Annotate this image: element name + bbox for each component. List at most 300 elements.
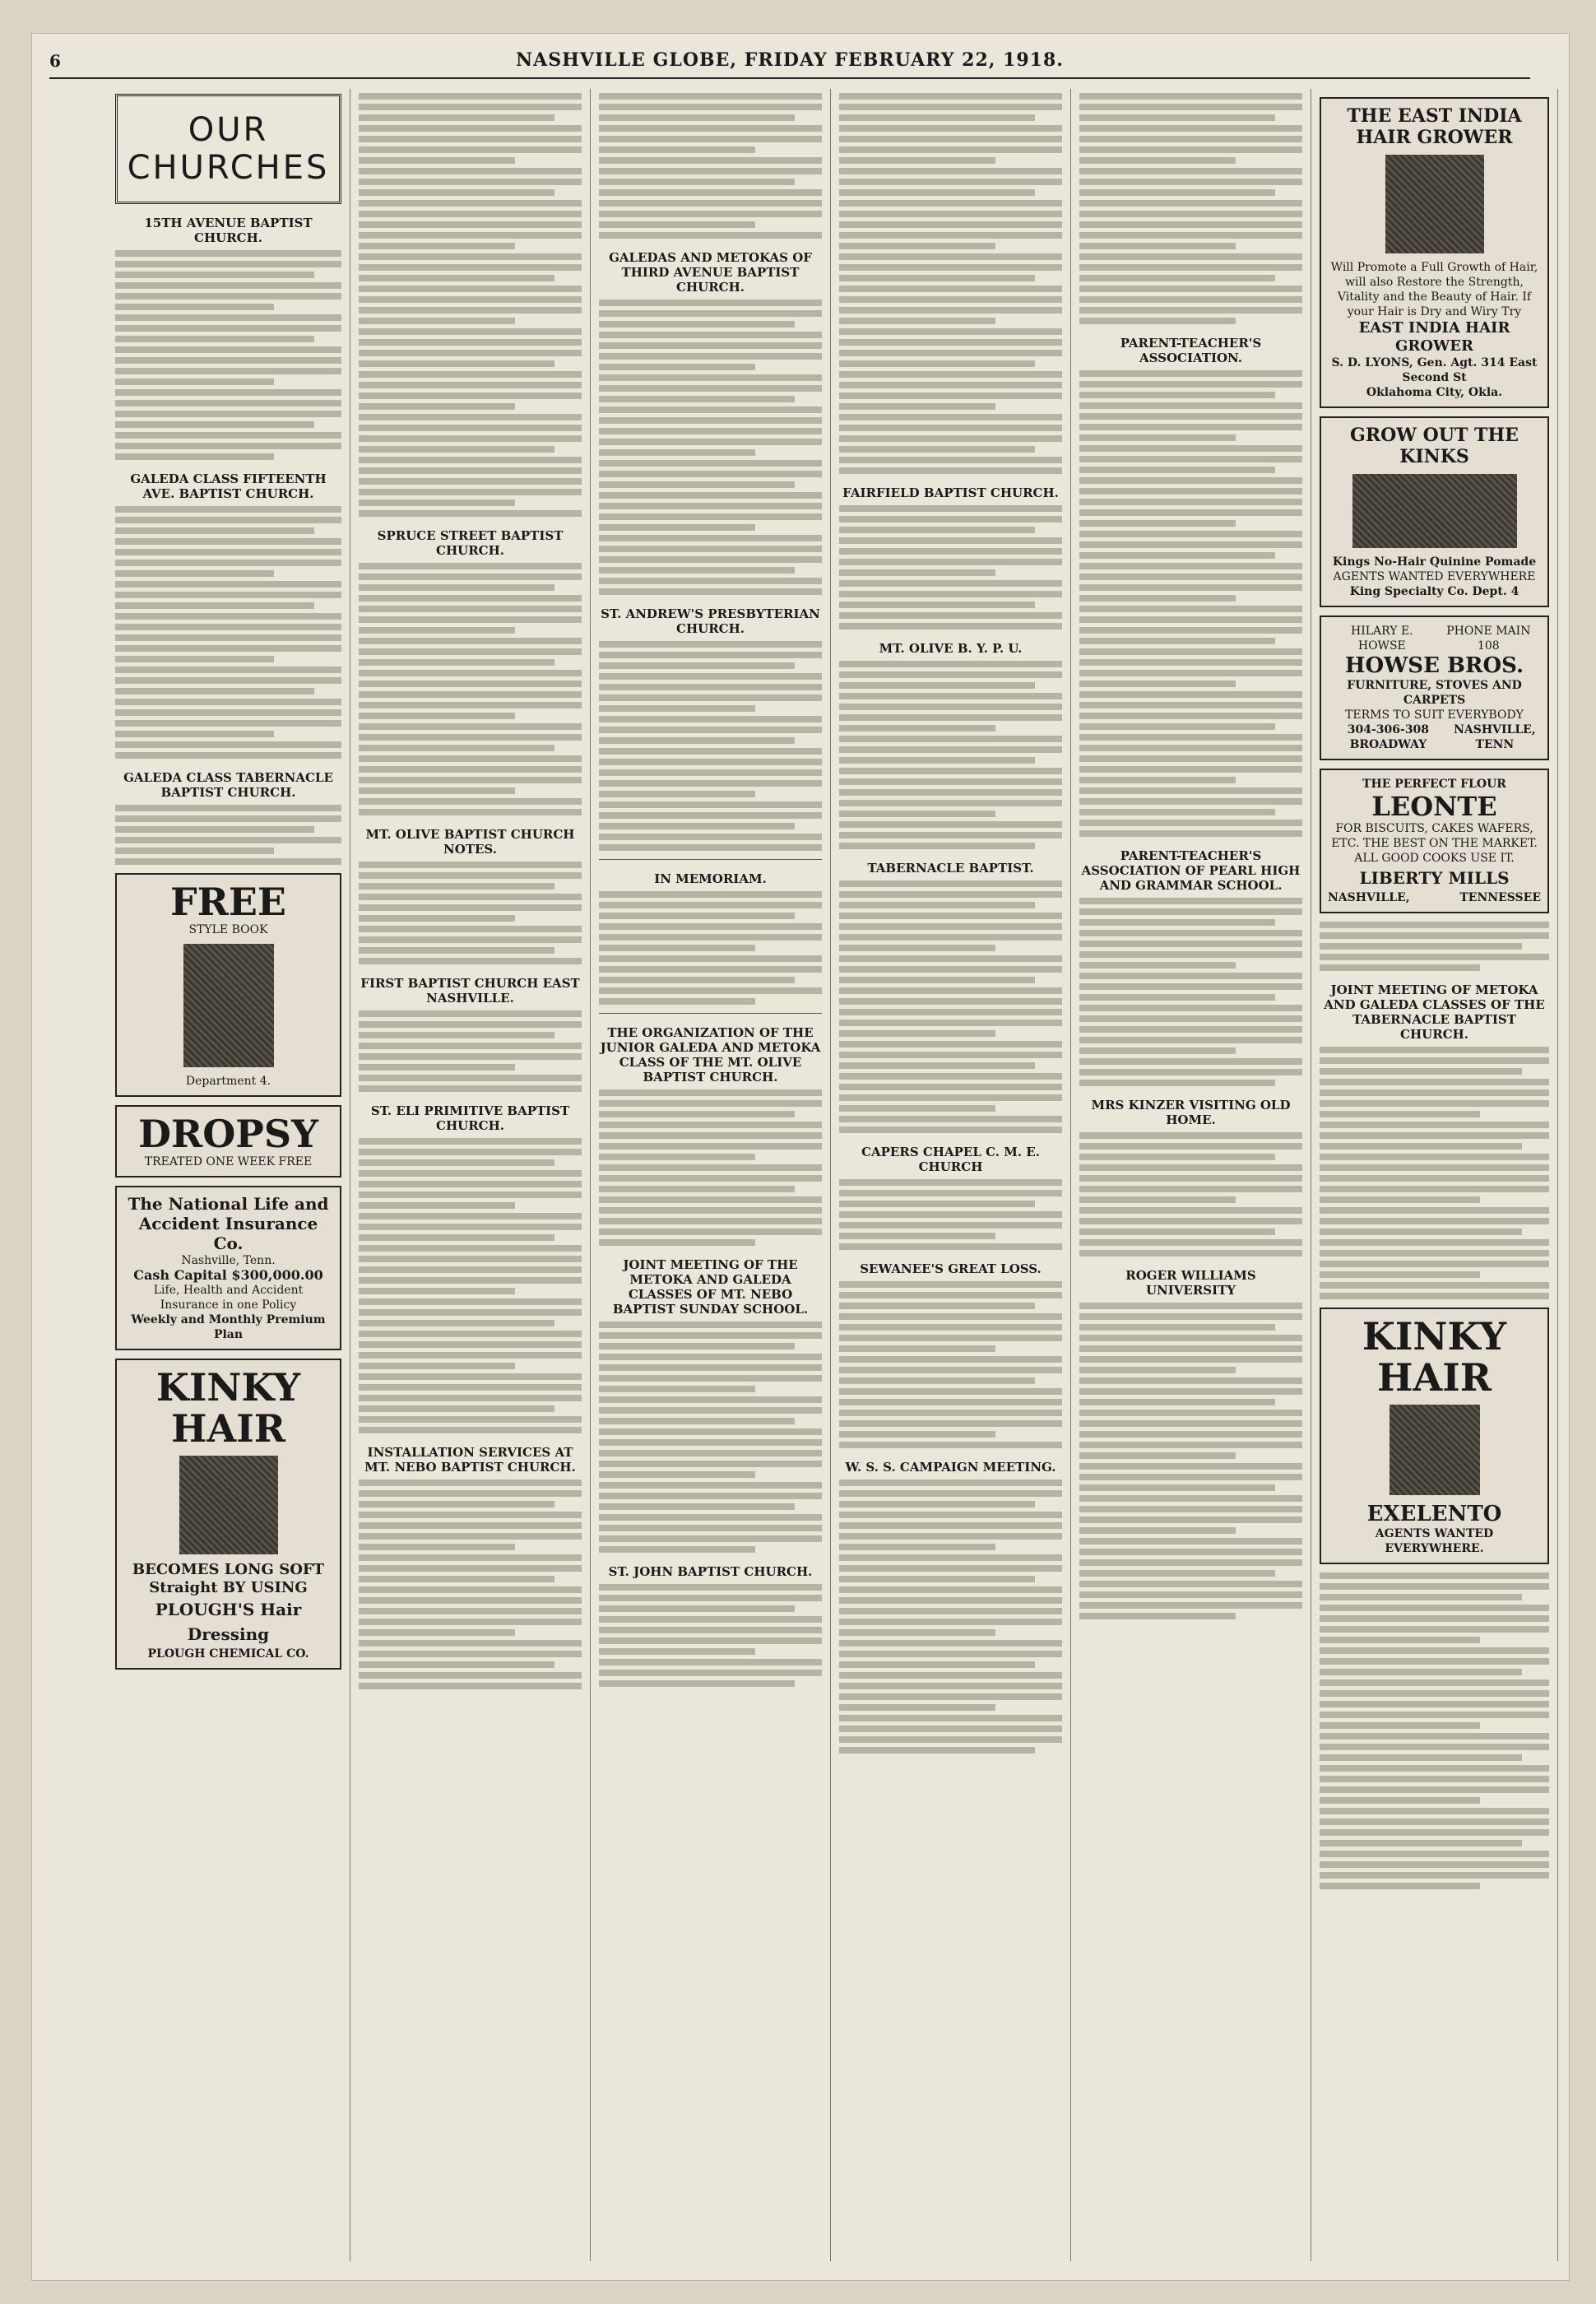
text-line: [839, 1747, 1035, 1754]
text-line: [1079, 243, 1236, 249]
text-line: [359, 1266, 582, 1273]
text-line: [1079, 1164, 1302, 1171]
text-line: [839, 1233, 995, 1239]
text-line: [359, 393, 582, 399]
text-line: [1320, 1679, 1549, 1686]
text-line: [599, 556, 822, 563]
text-line: [1079, 983, 1302, 990]
text-line: [1320, 1079, 1549, 1085]
text-line: [1320, 1765, 1549, 1772]
text-line: [1079, 189, 1275, 196]
text-line: [359, 745, 554, 751]
text-line: [599, 342, 822, 349]
text-line: [359, 809, 582, 815]
text-line: [839, 1105, 995, 1112]
text-line: [839, 136, 1062, 142]
our-churches-banner: OUR CHURCHES: [115, 94, 341, 204]
text-line: [359, 563, 582, 569]
text-line: [599, 652, 822, 658]
text-line: [115, 805, 341, 811]
text-line: [1079, 962, 1236, 969]
text-line: [839, 757, 1035, 764]
text-line: [1320, 1047, 1549, 1053]
text-line: [1320, 1840, 1522, 1846]
text-line: [1320, 1164, 1549, 1171]
ad-nat-title: The National Life and Accident Insurance Co.: [128, 1194, 329, 1253]
text-line: [359, 1512, 582, 1518]
ad-dropsy-line: TREATED ONE WEEK FREE: [144, 1155, 313, 1168]
text-line: [599, 1514, 822, 1521]
text-line: [599, 1196, 822, 1203]
text-line: [359, 1021, 582, 1028]
text-line: [115, 592, 341, 598]
text-line: [115, 837, 341, 843]
ad-kinky-brand: PLOUGH'S Hair Dressing: [155, 1600, 302, 1644]
text-line: [839, 1335, 1062, 1341]
text-line: [839, 467, 1062, 474]
text-line: [599, 1605, 795, 1612]
text-line: [359, 883, 554, 890]
text-line: [1320, 1712, 1549, 1718]
text-line: [359, 616, 582, 623]
text-line: [1079, 424, 1302, 430]
text-line: [599, 1616, 822, 1623]
ad-howse-top: HILARY E. HOWSE: [1351, 625, 1413, 653]
text-line: [839, 505, 1062, 512]
text-line: [1320, 1207, 1549, 1214]
text-line: [359, 584, 554, 591]
text-line: [599, 513, 822, 520]
text-line: [839, 1661, 1035, 1668]
text-line: [1079, 499, 1302, 505]
text-line: [1079, 820, 1302, 826]
text-line: [599, 913, 795, 919]
heading-mt-olive-notes: MT. OLIVE BAPTIST CHURCH NOTES.: [365, 827, 575, 857]
page-number: 6: [49, 51, 62, 71]
text-line: [359, 1256, 582, 1262]
text-line: [839, 125, 1062, 132]
text-line: [359, 670, 582, 676]
text-line: [599, 396, 795, 402]
text-line: [359, 1373, 582, 1380]
text-line: [1079, 531, 1302, 537]
text-line: [599, 221, 755, 228]
text-line: [359, 1522, 582, 1529]
text-line: [1079, 1250, 1302, 1257]
heading-fairfield: FAIRFIELD BAPTIST CHURCH.: [842, 485, 1059, 500]
text-line: [359, 350, 582, 356]
text-line: [839, 1479, 1062, 1486]
text-line: [1079, 1005, 1302, 1011]
ad-nat-capital: Cash Capital $300,000.00: [133, 1267, 323, 1283]
text-line: [1079, 1229, 1275, 1235]
text-line: [1079, 221, 1302, 228]
ad-howse-phone: PHONE MAIN 108: [1446, 625, 1531, 653]
text-line: [839, 1356, 1062, 1363]
text-line: [1079, 659, 1302, 666]
ad-free-title: FREE: [169, 880, 286, 924]
text-line: [599, 374, 822, 381]
text-line: [839, 1533, 1062, 1540]
text-line: [1079, 264, 1302, 271]
text-line: [1320, 1615, 1549, 1622]
text-line: [1079, 1431, 1302, 1438]
ad-kinky-title: KINKY HAIR: [155, 1365, 301, 1451]
text-line: [599, 1364, 822, 1371]
text-line: [599, 769, 822, 776]
text-line: [839, 1683, 1062, 1689]
text-line: [839, 704, 1062, 710]
text-line: [359, 1629, 515, 1636]
text-line: [1079, 574, 1302, 580]
text-line: [359, 723, 582, 730]
text-line: [359, 1277, 582, 1284]
text-line: [1320, 1819, 1549, 1825]
ad-dropsy: [115, 1105, 341, 1178]
text-line: [839, 264, 1062, 271]
text-line: [1079, 930, 1302, 936]
text-line: [599, 1239, 755, 1246]
text-line: [839, 800, 1062, 806]
text-line: [1079, 994, 1275, 1001]
text-line: [839, 811, 995, 817]
text-line: [599, 1461, 822, 1467]
text-line: [1320, 1744, 1549, 1750]
text-line: [115, 517, 341, 523]
text-line: [359, 1661, 554, 1668]
text-line: [839, 623, 1062, 629]
text-line: [115, 432, 341, 439]
text-line: [359, 1202, 515, 1209]
text-line: [359, 659, 554, 666]
text-line: [839, 1522, 1062, 1529]
text-line: [1079, 509, 1302, 516]
text-line: [599, 1418, 795, 1424]
text-line: [359, 595, 582, 602]
text-line: [1079, 616, 1302, 623]
text-line: [599, 588, 822, 595]
text-line: [839, 1736, 1062, 1743]
text-line: [1320, 1239, 1549, 1246]
text-line: [1320, 1250, 1549, 1257]
text-line: [1079, 1058, 1302, 1065]
text-line: [359, 478, 582, 485]
text-line: [1320, 1057, 1549, 1064]
text-line: [1320, 1605, 1549, 1611]
text-line: [1079, 777, 1236, 783]
text-line: [599, 801, 822, 808]
text-line: [359, 904, 582, 911]
text-line: [1079, 606, 1302, 612]
text-line: [359, 125, 582, 132]
text-line: [359, 168, 582, 174]
text-line: [115, 815, 341, 822]
ad-kinks-title: GROW OUT THE KINKS: [1350, 425, 1519, 467]
text-line: [599, 136, 822, 142]
text-line: [359, 1395, 582, 1401]
text-line: [599, 114, 795, 121]
text-line: [115, 325, 341, 332]
text-line: [359, 499, 515, 506]
text-line: [599, 1503, 795, 1510]
text-line: [115, 848, 274, 854]
text-line: [599, 1229, 822, 1235]
ad-leonte-line: FOR BISCUITS, CAKES WAFERS, ETC. THE BEST ON THE MARKET. ALL GOOD COOKS USE IT.: [1331, 822, 1538, 865]
ad-leonte-title: LEONTE: [1371, 791, 1497, 822]
text-line: [839, 1565, 1062, 1572]
text-line: [599, 791, 755, 797]
text-line: [115, 389, 341, 396]
ad-kinky-exelento-title: KINKY HAIR: [1362, 1314, 1507, 1400]
heading-joint-metoka-galeda-tabernacle: JOINT MEETING OF METOKA AND GALEDA CLASSES OF THE TABERNACLE BAPTIST CHURCH.: [1324, 982, 1545, 1042]
text-line: [599, 812, 822, 819]
text-line: [359, 275, 554, 281]
text-line: [359, 787, 515, 794]
text-line: [1320, 1851, 1549, 1857]
text-line: [839, 591, 1062, 597]
heading-spruce-street: SPRUCE STREET BAPTIST CHURCH.: [377, 528, 564, 558]
text-line: [359, 1501, 554, 1507]
text-line: [839, 661, 1062, 667]
text-line: [359, 104, 582, 110]
text-line: [359, 1384, 582, 1391]
text-line: [1320, 1883, 1480, 1889]
text-line: [115, 336, 314, 342]
column-1: [107, 89, 350, 2261]
text-line: [1079, 1015, 1302, 1022]
text-line: [599, 1439, 822, 1446]
text-line: [1079, 973, 1302, 979]
text-line: [599, 1659, 822, 1665]
text-line: [839, 457, 1062, 463]
text-line: [839, 1201, 1035, 1207]
text-line: [115, 688, 314, 694]
text-line: [1320, 1143, 1522, 1150]
text-line: [599, 1670, 822, 1676]
text-line: [115, 368, 341, 374]
text-line: [1079, 1388, 1302, 1395]
text-line: [839, 1367, 1062, 1373]
text-line: [359, 382, 582, 388]
text-line: [359, 1640, 582, 1647]
ad-east-india-hair-grower: [1320, 97, 1549, 408]
text-line: [359, 1224, 582, 1230]
text-line: [359, 1010, 582, 1017]
text-line: [115, 720, 341, 727]
text-line: [599, 93, 822, 100]
text-line: [839, 955, 1062, 962]
ad-national-life: [115, 1186, 341, 1350]
text-line: [839, 966, 1062, 973]
text-line: [115, 667, 341, 673]
text-line: [839, 1586, 1062, 1593]
text-line: [359, 1288, 515, 1294]
text-line: [359, 93, 582, 100]
text-line: [1079, 402, 1302, 409]
text-line: [115, 293, 341, 300]
text-line: [599, 1595, 822, 1601]
text-line: [599, 449, 755, 456]
text-line: [1079, 146, 1302, 153]
text-line: [1079, 691, 1302, 698]
text-line: [359, 414, 582, 420]
ad-free-line: STYLE BOOK: [188, 923, 268, 936]
text-line: [839, 778, 1062, 785]
text-line: [115, 379, 274, 385]
text-line: [839, 1377, 1035, 1384]
text-line: [839, 902, 1035, 908]
text-line: [599, 168, 822, 174]
text-line: [839, 768, 1062, 774]
text-line: [839, 1126, 1062, 1133]
text-line: [599, 727, 822, 733]
heading-capers-chapel: CAPERS CHAPEL C. M. E. CHURCH: [861, 1145, 1040, 1174]
text-line: [1079, 1186, 1302, 1192]
text-line: [1079, 830, 1302, 837]
text-line: [1079, 200, 1302, 207]
text-line: [359, 339, 582, 346]
text-line: [839, 221, 1062, 228]
text-line: [1320, 1583, 1549, 1590]
text-line: [359, 894, 582, 900]
text-line: [1079, 1345, 1302, 1352]
text-line: [1079, 1037, 1302, 1043]
text-line: [115, 527, 314, 534]
text-line: [1079, 734, 1302, 741]
text-line: [1079, 627, 1302, 634]
text-line: [359, 681, 582, 687]
text-line: [839, 843, 1035, 849]
text-line: [359, 1479, 582, 1486]
text-line: [359, 713, 515, 719]
text-line: [359, 915, 515, 922]
text-line: [1320, 1690, 1549, 1697]
text-line: [359, 221, 582, 228]
text-line: [599, 1111, 795, 1117]
ad-free-dept: Department 4.: [185, 1075, 271, 1088]
text-line: [359, 286, 582, 292]
text-line: [839, 1030, 995, 1037]
text-line: [1320, 1647, 1549, 1654]
text-line: [839, 1442, 1062, 1448]
text-line: [359, 446, 554, 453]
ad-free-style-book: [115, 873, 341, 1097]
text-line: [115, 506, 341, 513]
text-line: [1320, 1829, 1549, 1836]
text-line: [599, 428, 822, 434]
text-line: [1079, 1602, 1302, 1609]
text-line: [115, 858, 341, 865]
text-line: [1079, 702, 1302, 708]
text-line: [839, 403, 995, 410]
text-line: [359, 296, 582, 303]
text-line: [839, 1554, 1062, 1561]
text-line: [359, 862, 582, 868]
ad-howse-title: HOWSE BROS.: [1344, 653, 1524, 678]
text-line: [839, 923, 1062, 930]
text-line: [839, 296, 1062, 303]
text-line: [839, 1094, 1062, 1101]
text-line: [359, 1416, 582, 1423]
text-line: [1320, 943, 1522, 950]
text-line: [599, 364, 755, 370]
text-line: [115, 634, 341, 641]
text-line: [359, 1320, 554, 1326]
text-line: [1079, 1143, 1302, 1150]
text-line: [1079, 232, 1302, 239]
text-line: [115, 421, 314, 428]
heading-parent-teachers-pearl: PARENT-TEACHER'S ASSOCIATION OF PEARL HIGH AND GRAMMAR SCHOOL.: [1081, 848, 1301, 893]
text-line: [1079, 755, 1302, 762]
text-line: [359, 425, 582, 431]
text-line: [359, 1683, 582, 1689]
text-line: [359, 1586, 582, 1593]
text-line: [1079, 919, 1275, 926]
text-line: [359, 510, 582, 517]
text-line: [599, 662, 795, 669]
text-line: [359, 1064, 515, 1071]
text-line: [1079, 1080, 1275, 1086]
text-line: [1320, 1132, 1549, 1139]
text-line: [1079, 392, 1275, 398]
heading-sewanee: SEWANEE'S GREAT LOSS.: [860, 1261, 1042, 1276]
text-line: [839, 393, 1062, 399]
text-line: [839, 1431, 995, 1438]
text-line: [1079, 1495, 1302, 1502]
text-line: [115, 250, 341, 257]
text-line: [1079, 1303, 1302, 1309]
ad-exelento-agents: AGENTS WANTED EVERYWHERE.: [1375, 1527, 1494, 1555]
text-line: [359, 1363, 515, 1369]
text-line: [599, 310, 822, 317]
text-line: [599, 535, 822, 541]
text-line: [839, 425, 1062, 431]
text-line: [359, 1191, 582, 1198]
text-line: [359, 1405, 554, 1412]
text-line: [839, 1704, 995, 1711]
text-line: [839, 435, 1062, 442]
text-line: [1079, 1367, 1236, 1373]
text-line: [1079, 1069, 1302, 1075]
text-line: [359, 766, 582, 773]
ad-kinks-agents: AGENTS WANTED EVERYWHERE: [1333, 570, 1536, 583]
text-line: [599, 1627, 822, 1633]
text-line: [1079, 413, 1302, 420]
text-line: [599, 1100, 822, 1107]
heading-wss-campaign: W. S. S. CAMPAIGN MEETING.: [845, 1460, 1056, 1475]
text-line: [1079, 1484, 1275, 1491]
text-line: [1079, 1591, 1302, 1598]
ad-kinks-line: Kings No-Hair Quinine Pomade: [1332, 555, 1537, 569]
text-line: [115, 261, 341, 267]
text-line: [115, 656, 274, 662]
text-line: [359, 189, 554, 196]
heading-galeda-fifteenth: GALEDA CLASS FIFTEENTH AVE. BAPTIST CHURCH.: [130, 471, 327, 501]
text-line: [359, 606, 582, 612]
text-line: [839, 1281, 1062, 1288]
text-line: [839, 516, 1062, 523]
text-line: [599, 179, 795, 185]
text-line: [1079, 648, 1302, 655]
text-line: [1320, 1282, 1549, 1289]
text-line: [115, 709, 341, 716]
text-line: [359, 947, 554, 954]
text-line: [1079, 477, 1302, 484]
text-line: [115, 272, 314, 278]
ad-grow-out-the-kinks: [1320, 416, 1549, 607]
text-line: [839, 671, 1062, 678]
text-line: [359, 1032, 554, 1038]
